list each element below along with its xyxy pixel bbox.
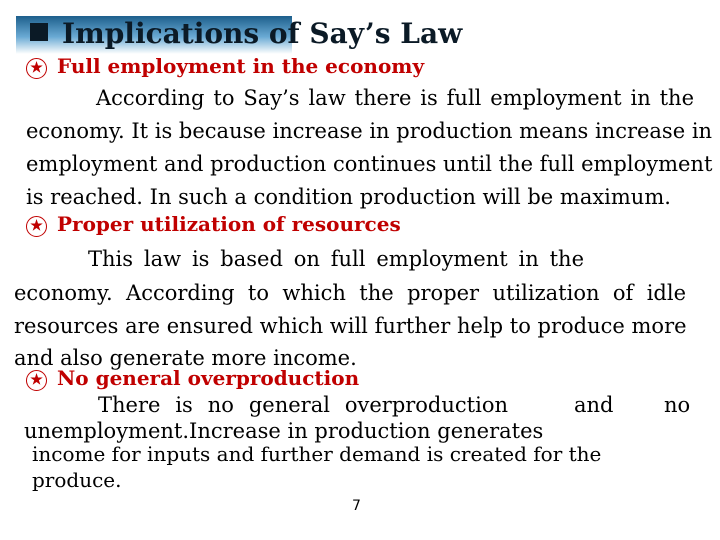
star-bullet-icon: ★: [26, 58, 47, 79]
section-heading-proper-utilization: ★ Proper utilization of resources: [26, 212, 401, 237]
paragraph-line: income for inputs and further demand is created for the: [32, 442, 602, 466]
paragraph-line: no: [664, 393, 691, 417]
paragraph-line: There is no general overproduction: [98, 393, 508, 417]
checkbox-bullet-icon: [30, 23, 48, 41]
page-number: 7: [352, 498, 361, 514]
paragraph-line: employment and production continues until the full employment: [26, 152, 713, 176]
paragraph-line: and also generate more income.: [14, 346, 357, 370]
paragraph-line: resources are ensured which will further help to produce more: [14, 314, 687, 338]
section-heading-full-employment: ★ Full employment in the economy: [26, 54, 424, 79]
paragraph-line: produce.: [32, 468, 122, 492]
slide-title: [30, 17, 462, 50]
paragraph-line: economy. It is because increase in production means increase in: [26, 119, 713, 143]
paragraph-line: According to Say’s law there is full employment in the: [96, 86, 694, 110]
slide-title-text: Implications of Say’s Law: [62, 17, 463, 50]
paragraph-line: economy. According to which the proper utilization of idle: [14, 281, 686, 305]
paragraph-line: unemployment.Increase in production generates: [24, 419, 544, 443]
star-bullet-icon: ★: [26, 370, 47, 391]
section-heading-no-overproduction: ★ No general overproduction: [26, 366, 359, 391]
paragraph-line: This law is based on full employment in the: [88, 247, 584, 271]
paragraph-line: and: [574, 393, 614, 417]
paragraph-line: is reached. In such a condition production will be maximum.: [26, 185, 671, 209]
star-bullet-icon: ★: [26, 216, 47, 237]
